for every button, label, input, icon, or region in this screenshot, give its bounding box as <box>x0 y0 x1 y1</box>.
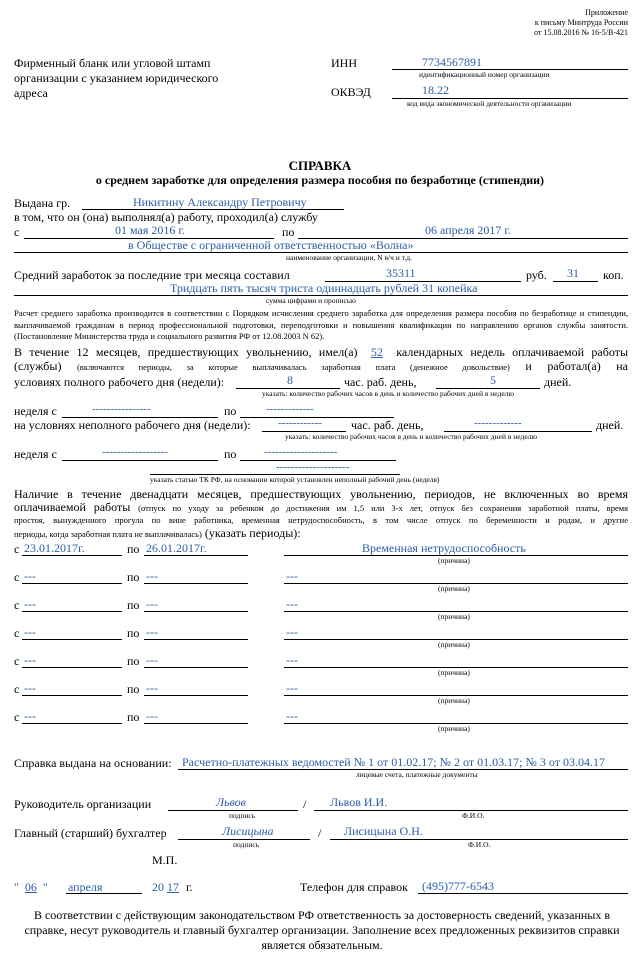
stamp-line-2: организации с указанием юридического <box>14 71 219 85</box>
phone-label: Телефон для справок <box>300 880 408 894</box>
date-year-prefix: 20 <box>152 880 164 894</box>
period-reason[interactable]: --- <box>286 597 298 611</box>
weeks-paragraph <box>14 345 628 374</box>
excluded-text-4a: периоды, когда заработная плата не выплачивалась) <box>14 528 202 539</box>
week2-label: неделя с <box>14 447 57 461</box>
stamp-placeholder <box>14 56 218 101</box>
week1-from[interactable]: ---------------- <box>92 403 151 415</box>
period-row <box>0 624 640 650</box>
work-to-date[interactable]: 06 апреля 2017 г. <box>425 223 511 237</box>
weeks-text-4: условиях полного рабочего дня (недели): <box>14 375 225 389</box>
labor-code-article[interactable]: -------------------- <box>276 461 350 473</box>
organization-name[interactable]: в Обществе с ограниченной ответственностью «Волна» <box>128 238 414 252</box>
date-block <box>14 880 48 895</box>
week1-label: неделя с <box>14 404 57 418</box>
period-row <box>0 680 640 706</box>
page-subtitle: о среднем заработке для определения размера пособия по безработице (стипендии) <box>95 173 545 187</box>
period-from-label: с <box>14 570 20 584</box>
period-from[interactable]: --- <box>24 681 36 695</box>
week2-to-label: по <box>224 447 237 461</box>
part-hours[interactable]: ------------ <box>278 417 322 429</box>
period-reason-caption: (причина) <box>438 640 470 649</box>
period-reason[interactable]: --- <box>286 569 298 583</box>
period-row <box>0 652 640 678</box>
accountant-name-caption: Ф.И.О. <box>468 840 491 849</box>
excluded-text-1: Наличие в течение двенадцати месяцев, предшествующих увольнению, периодов, не включенных во время <box>14 487 628 501</box>
to-label: по <box>282 225 295 239</box>
part-time-text: на условиях неполного рабочего дня (недели): <box>14 418 251 432</box>
stamp-place-mp: М.П. <box>152 853 178 867</box>
period-reason[interactable]: --- <box>286 625 298 639</box>
period-reason-caption: (причина) <box>438 612 470 621</box>
period-to-label: по <box>127 598 140 612</box>
date-day[interactable]: 06 <box>24 880 37 894</box>
appendix-line-3: от 15.08.2016 № 16-5/В-421 <box>534 28 628 37</box>
weeks-text-3c: и работал(а) на <box>525 359 628 373</box>
basis-label: Справка выдана на основании: <box>14 756 172 770</box>
appendix-line-1: Приложение <box>585 8 628 17</box>
stamp-line-3: адреса <box>14 86 48 100</box>
full-days-label: дней. <box>544 375 572 389</box>
head-name[interactable]: Львов И.И. <box>330 795 388 809</box>
excluded-text-4b: (указать периоды): <box>204 525 301 540</box>
work-text: в том, что он (она) выполнял(а) работу, проходил(а) службу <box>14 210 318 224</box>
period-to-label: по <box>127 682 140 696</box>
okved-label: ОКВЭД <box>331 85 371 99</box>
part-hours-label: час. раб. день, <box>351 418 424 432</box>
week2-from[interactable]: ------------------ <box>102 446 168 458</box>
part-time-caption: указать: количество рабочих часов в день и количество рабочих дней в неделю <box>285 432 537 441</box>
excluded-text-3: простоя, вынужденного прогула по вине работника, временная нетрудоспособность, в том числе отпуск по беременности и родам, и другие <box>14 515 628 525</box>
period-reason-caption: (причина) <box>438 668 470 677</box>
salary-rub[interactable]: 35311 <box>386 266 416 280</box>
salary-kop[interactable]: 31 <box>567 266 579 280</box>
period-reason-caption: (причина) <box>438 724 470 733</box>
period-from[interactable]: --- <box>24 597 36 611</box>
period-reason[interactable]: --- <box>286 709 298 723</box>
period-to[interactable]: --- <box>146 625 158 639</box>
week2-to[interactable]: -------------------- <box>264 446 338 458</box>
date-year[interactable]: 17 <box>167 880 179 894</box>
weeks-caption: указать: количество рабочих часов в день и количество рабочих дней в неделю <box>262 389 514 398</box>
date-quote-close: " <box>42 880 48 894</box>
period-reason-caption: (причина) <box>438 584 470 593</box>
head-signature-caption: подпись <box>229 811 256 820</box>
period-reason[interactable]: --- <box>286 681 298 695</box>
weeks-text-3b: (включаются периоды, за которые выплачивалась заработная плата (денежное довольствие) <box>76 362 510 372</box>
period-to-label: по <box>127 542 140 556</box>
salary-words-caption: сумма цифрами и прописью <box>266 296 356 305</box>
full-hours-label: час. раб. день, <box>344 375 417 389</box>
head-label: Руководитель организации <box>14 797 152 811</box>
inn-caption: идентификационный номер организации <box>419 70 550 79</box>
part-days[interactable]: ------------- <box>474 417 522 429</box>
salary-label: Средний заработок за последние три месяца составил <box>14 268 290 282</box>
period-reason[interactable]: --- <box>286 653 298 667</box>
excluded-paragraph <box>14 488 628 540</box>
period-from[interactable]: --- <box>24 709 36 723</box>
footer-note: В соответствии с действующим законодательством РФ ответственность за достоверность сведений, указанных в справке, несут руководитель и главный бухгалтер организации. Заполнение всех предложенных реквизитов справки является обязательным. <box>24 908 620 952</box>
period-to[interactable]: --- <box>146 653 158 667</box>
issued-label: Выдана гр. <box>14 196 71 210</box>
head-signature[interactable]: Львов <box>216 795 246 809</box>
period-from-label: с <box>14 598 20 612</box>
period-to[interactable]: --- <box>146 709 158 723</box>
head-name-caption: Ф.И.О. <box>462 811 485 820</box>
period-reason-caption: (причина) <box>438 696 470 705</box>
phone-value[interactable]: (495)777-6543 <box>422 879 494 893</box>
calculation-note: Расчет среднего заработка производится в соответствии с Порядком исчисления среднего заработка для определения размера пособия по безработице и стипендии, выплачиваемой гражданам в период профессиональной подготовки, переподготовки и повышения квалификации по направлению органов службы занятости. (Постановление Министерства труда и социального развития РФ от 12.08.2003 N 62). <box>14 308 628 341</box>
full-hours[interactable]: 8 <box>287 373 293 387</box>
period-to[interactable]: --- <box>146 681 158 695</box>
period-to-label: по <box>127 654 140 668</box>
period-from[interactable]: --- <box>24 569 36 583</box>
period-from-label: с <box>14 710 20 724</box>
period-row <box>0 596 640 622</box>
basis-caption: лицевые счета, платежные документы <box>356 770 478 779</box>
excluded-text-2b: (отпуск по уходу за ребенком до достижения им 1,5 или 3-х лет, отпуск без сохранения заработной платы, время <box>138 502 629 513</box>
accountant-slash: / <box>318 826 322 840</box>
labor-code-caption: указать статью ТК РФ, на основании которой установлен неполный рабочий день (неделя) <box>150 475 440 484</box>
accountant-signature-caption: подпись <box>233 840 260 849</box>
head-slash: / <box>303 797 307 811</box>
stamp-line-1: Фирменный бланк или угловой штамп <box>14 56 211 70</box>
accountant-name[interactable]: Лисицына О.Н. <box>344 824 423 838</box>
period-reason-caption: (причина) <box>438 556 470 565</box>
period-from-label: с <box>14 542 20 556</box>
week1-to[interactable]: ------------- <box>266 403 314 415</box>
salary-words[interactable]: Тридцать пять тысяч триста одиннадцать рублей 31 копейка <box>170 281 478 295</box>
week1-to-label: по <box>224 404 237 418</box>
period-row <box>0 540 640 566</box>
period-from[interactable]: 23.01.2017г. <box>24 541 85 555</box>
okved-value[interactable]: 18.22 <box>422 83 449 97</box>
work-from-date[interactable]: 01 мая 2016 г. <box>115 223 185 237</box>
inn-label: ИНН <box>331 56 357 70</box>
weeks-text-1: В течение 12 месяцев, предшествующих увольнению, имел(а) <box>14 345 358 359</box>
accountant-label: Главный (старший) бухгалтер <box>14 826 167 840</box>
weeks-text-3a: (службы) <box>14 359 62 373</box>
okved-caption: код вида экономической деятельности организации <box>407 99 572 108</box>
period-from-label: с <box>14 626 20 640</box>
period-from-label: с <box>14 682 20 696</box>
excluded-text-2a: оплачиваемой работы <box>14 499 131 514</box>
date-year-suffix: г. <box>186 880 193 894</box>
period-from-label: с <box>14 654 20 668</box>
page-title: СПРАВКА <box>288 158 352 173</box>
period-to-label: по <box>127 626 140 640</box>
period-to[interactable]: --- <box>146 597 158 611</box>
period-from[interactable]: --- <box>24 625 36 639</box>
date-month[interactable]: апреля <box>68 880 103 894</box>
period-to-label: по <box>127 570 140 584</box>
appendix-note <box>534 8 628 38</box>
issued-name[interactable]: Никитину Александру Петровичу <box>133 195 307 209</box>
period-reason[interactable]: Временная нетрудоспособность <box>362 541 526 555</box>
period-row <box>0 708 640 734</box>
period-row <box>0 568 640 594</box>
basis-value[interactable]: Расчетно-платежных ведомостей № 1 от 01.02.17; № 2 от 01.03.17; № 3 от 03.04.17 <box>182 755 606 769</box>
date-quote-open: " <box>14 880 19 894</box>
rub-label: руб. <box>526 268 547 282</box>
part-days-label: дней. <box>596 418 624 432</box>
period-to[interactable]: 26.01.2017г. <box>146 541 207 555</box>
period-to[interactable]: --- <box>146 569 158 583</box>
kop-label: коп. <box>603 268 624 282</box>
period-to-label: по <box>127 710 140 724</box>
from-label: с <box>14 225 20 239</box>
full-days[interactable]: 5 <box>490 373 496 387</box>
weeks-count[interactable]: 52 <box>370 345 383 359</box>
inn-value[interactable]: 7734567891 <box>422 55 482 69</box>
organization-caption: наименование организации, N в/ч и т.д. <box>286 253 412 262</box>
accountant-signature[interactable]: Лисицына <box>222 824 274 838</box>
period-from[interactable]: --- <box>24 653 36 667</box>
weeks-text-2: календарных недель оплачиваемой работы <box>396 345 629 359</box>
appendix-line-2: к письму Минтруда России <box>534 18 628 27</box>
